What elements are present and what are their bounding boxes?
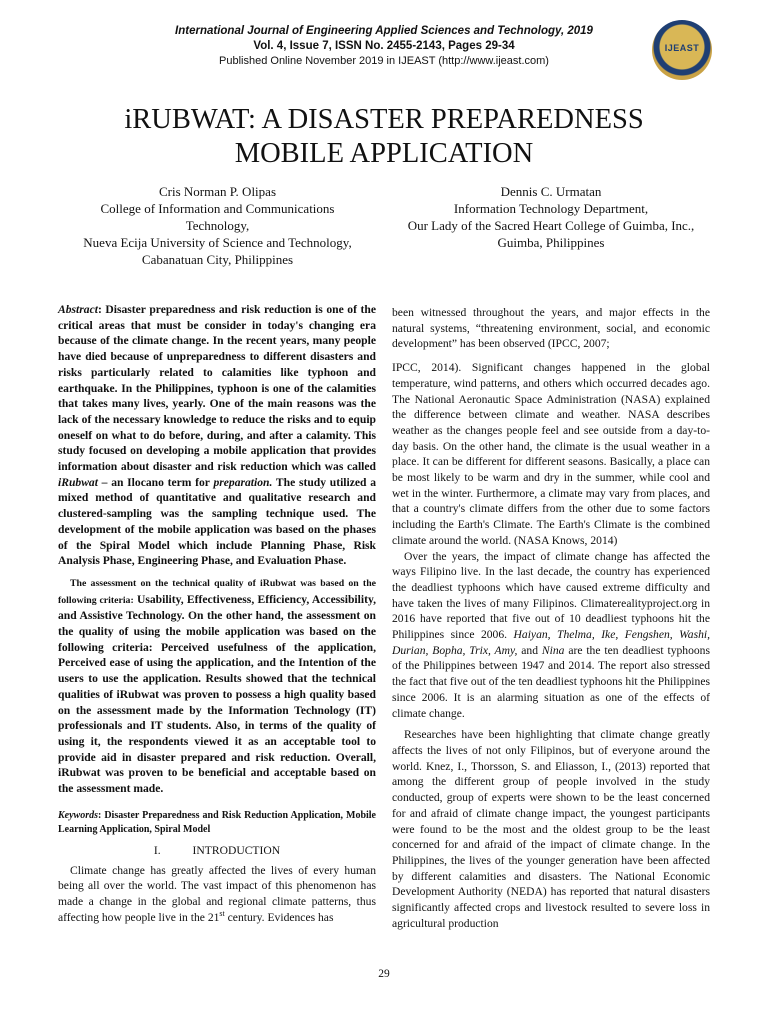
intro-paragraph: Climate change has greatly affected the lives of every human being all over the world. The vast impact of this phenomenon has made a change in the global and regional climate patterns, thus affecting how people live in the 21st century. Evidences has — [58, 863, 376, 924]
author-2-affil-1: Information Technology Department, — [453, 201, 649, 216]
author-2 — [396, 183, 706, 251]
author-1-affil-3: Nueva Ecija University of Science and Technology, — [83, 235, 352, 250]
body-paragraph-4: Researches have been highlighting that climate change greatly affects the lives of not only Filipinos, but of everyone around the world. Knez, I., Thorsson, S. and Eliasson, I., (2013) reported that among the different group of people involved in the study conducted, group of experts were shown to be the least concerned for and afraid of climate change impact, the youngest participants were found to be the most and the oldest group to be the least concerned for and afraid of the impact of climate change. In the Philippines, the lives of the younger generation have been affected by different calamities and disasters. The National Economic Development Authority (NEDA) has reported that natural disasters significantly affected crops and livestock resulted to severe loss in agricultural production — [392, 728, 710, 930]
author-1-affil-2: Technology, — [185, 218, 250, 233]
author-2-affil-3: Guimba, Philippines — [497, 235, 605, 250]
title-line-2: MOBILE APPLICATION — [234, 138, 534, 169]
body-paragraph-2: IPCC, 2014). Significant changes happened in the global temperature, wind patterns, and others which occurred decades ago. The National Aeronautic Space Administration (NASA) explained the difference between climate and weather. NASA describes weather as the changes people feel and see outside from a day-to-day basis. On the other hand, the climate is the usual weather in a place. It can be different for different seasons. Basically, a place can be most likely to be warm and dry in the summer, while cool and wet in the winter. Furthermore, a climate may vary from places, and that a country's climate differs from the other due to some factors including the Earth's Climate. The Earth's Climate is the combined climate around the world. (NASA Knows, 2014) — [392, 361, 710, 547]
abstract-label: Abstract — [58, 303, 98, 316]
author-1-affil-4: Cabanatuan City, Philippines — [141, 252, 294, 267]
keywords: Keywords: Disaster Preparedness and Risk Reduction Application, Mobile Learning Application, Spiral Model — [58, 809, 376, 835]
keywords-label: Keywords — [58, 809, 98, 821]
section-heading-introduction: I. INTRODUCTION — [153, 843, 281, 857]
body-paragraph-3: Over the years, the impact of climate change has affected the ways Filipino live. In the last decade, the country has experienced the deadliest typhoons which have caused extreme difficulty and have taken the lives of many Filipinos. Climaterealityproject.org in 2016 have reported that five out of 10 deadliest typhoons hit the Philippines since 2006. Haiyan, Thelma, Ike, Fengshen, Washi, Durian, Bopha, Trix, Amy, and Nina are the ten deadliest typhoons of the Philippines between 1947 and 2014. The report also stressed the fact that five out of the ten deadliest typhoons hit the Philippines since 2006. It is an alarming situation as one of the effects of climate change. — [392, 549, 710, 720]
right-column — [392, 305, 710, 931]
author-2-name: Dennis C. Urmatan — [500, 184, 602, 199]
author-2-affil-2: Our Lady of the Sacred Heart College of Guimba, Inc., — [407, 218, 695, 233]
title-line-1: iRUBWAT: A DISASTER PREPAREDNESS — [124, 104, 644, 135]
abstract-paragraph-2: The assessment on the technical quality of iRubwat was based on the following criteria: Usability, Effectiveness, Efficiency, Accessibility, and Assistive Technology. On the other hand, the assessment on the quality of using the mobile application was based on the following criteria: Perceived usefulness of the application, Perceived ease of using the application, and the Intention of the users to use the application. Results showed that the technical qualities of iRubwat was proven to possess a high quality based on the assessment made by the Information Technology (IT) professionals and IT students. Also, in terms of the quality of using it, the respondents viewed it as an acceptable tool to provide aid in disaster prepared and risk reduction. Overall, iRubwat was proven to be beneficial and acceptable based on the assessment made. — [58, 577, 377, 796]
author-1-name: Cris Norman P. Olipas — [159, 184, 276, 199]
body-paragraph-1: been witnessed throughout the years, and major effects in the natural systems, “threatening environment, social, and economic development” has been observed (IPCC, 2007; — [392, 306, 710, 351]
journal-name: International Journal of Engineering Applied Sciences and Technology, 2019 — [175, 25, 593, 37]
paper-title — [0, 103, 768, 171]
logo-text: IJEAST — [664, 43, 700, 53]
abstract-paragraph: Abstract: Disaster preparedness and risk reduction is one of the critical areas that must be consider in today's changing era because of the climate change. In the recent years, many people have died because of unpreparedness to different disasters and risks particularly related to calamities like typhoon and earthquake. In the Philippines, typhoon is one of the calamities that takes many lives, yearly. One of the main reasons was the lack of the necessary knowledge to reduce the risks and to equip oneself on what to do before, during, and after a calamity. This study focused on developing a mobile application that provides information about disaster and risk reduction which was called iRubwat – an Ilocano term for preparation. The study utilized a mixed method of quantitative and qualitative research and clustered-sampling was the sampling technique used. The development of the mobile application was based on the phases of the Spiral Model which include Planning Phase, Risk Analysis Phase, Engineering Phase, and Evaluation Phase. — [58, 303, 376, 568]
author-1-affil-1: College of Information and Communications — [100, 201, 335, 216]
journal-published: Published Online November 2019 in IJEAST (http://www.ijeast.com) — [219, 55, 549, 67]
journal-volume: Vol. 4, Issue 7, ISSN No. 2455-2143, Pages 29-34 — [253, 40, 515, 52]
author-1 — [60, 183, 375, 268]
ijeast-logo-icon — [652, 20, 712, 80]
left-column — [58, 302, 376, 925]
page-number: 29 — [378, 968, 390, 980]
